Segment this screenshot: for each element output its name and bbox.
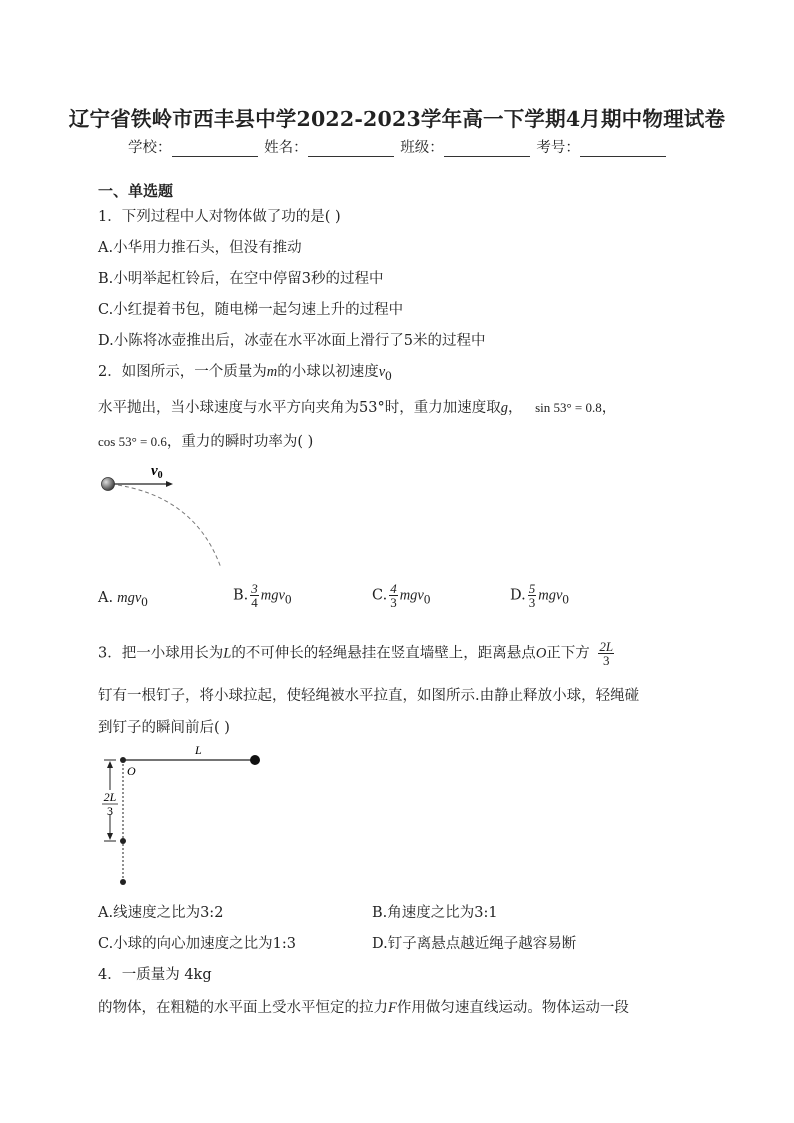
q1-stem: 1．下列过程中人对物体做了功的是( ) bbox=[98, 209, 341, 225]
q2-option-b: B. $\frac{3}{4}$ mgv$_0$ bbox=[233, 581, 292, 610]
class-blank bbox=[444, 142, 530, 157]
nail-point bbox=[120, 838, 126, 844]
q3-stem: 3．把一小球用长为L的不可伸长的轻绳悬挂在竖直墙壁上，距离悬点O正下方 $\frac{2L}{3}$ bbox=[98, 639, 614, 668]
q4-line2: 的物体，在粗糙的水平面上受水平恒定的拉力F作用做匀速直线运动。物体运动一段 bbox=[98, 1000, 629, 1016]
velocity-arrow-head bbox=[166, 481, 173, 487]
ball-icon bbox=[102, 478, 115, 491]
exam-no-blank bbox=[580, 142, 666, 157]
section-heading: 一、单选题 bbox=[98, 182, 174, 200]
page-title: 辽宁省铁岭市西丰县中学2022-2023学年高一下学期4月期中物理试卷 bbox=[68, 107, 726, 131]
q3-option-b: B.角速度之比为3:1 bbox=[372, 905, 498, 921]
q2-option-c: C. $\frac{4}{3}$ mgv$_0$ bbox=[372, 581, 431, 610]
name-blank bbox=[308, 142, 394, 157]
q1-option-a: A.小华用力推石头，但没有推动 bbox=[98, 240, 302, 256]
fig-dim-numerator: 2L bbox=[103, 790, 117, 804]
v0-label: $v_0$ bbox=[151, 463, 163, 481]
q1-option-b: B.小明举起杠铃后，在空中停留3秒的过程中 bbox=[98, 271, 384, 287]
ball-icon bbox=[250, 755, 260, 765]
bottom-point bbox=[120, 879, 126, 885]
q4-line1: 4．一质量为 4kg bbox=[98, 967, 212, 983]
school-label: 学校： bbox=[128, 140, 172, 156]
student-info bbox=[128, 136, 668, 157]
dim-arrow-down bbox=[107, 833, 113, 840]
q3-option-c: C.小球的向心加速度之比为1:3 bbox=[98, 936, 297, 952]
q3-line2: 钉有一根钉子，将小球拉起，使轻绳被水平拉直，如图所示.由静止释放小球，轻绳碰 bbox=[98, 688, 640, 704]
fig-O-label: O bbox=[127, 764, 136, 778]
q3-pendulum-figure bbox=[98, 740, 268, 890]
q2-line3: cos 53° = 0.6，重力的瞬时功率为( ) bbox=[98, 434, 314, 450]
trajectory-path bbox=[111, 484, 221, 568]
q2-projectile-figure bbox=[95, 455, 235, 575]
q3-option-d: D.钉子离悬点越近绳子越容易断 bbox=[372, 936, 577, 952]
dim-arrow-up bbox=[107, 761, 113, 768]
fig-L-label: L bbox=[195, 743, 202, 757]
q1-option-d: D.小陈将冰壶推出后，冰壶在水平冰面上滑行了5米的过程中 bbox=[98, 333, 486, 349]
q3-line3: 到钉子的瞬间前后( ) bbox=[98, 720, 230, 736]
name-label: 姓名： bbox=[264, 140, 308, 156]
fig-dim-denominator: 3 bbox=[107, 804, 113, 818]
q1-option-c: C.小红提着书包，随电梯一起匀速上升的过程中 bbox=[98, 302, 404, 318]
exam-no-label: 考号： bbox=[536, 140, 580, 156]
q2-option-a: A. mgv$_0$ bbox=[98, 590, 148, 609]
q2-line2: 水平抛出，当小球速度与水平方向夹角为53°时，重力加速度取g， sin 53° = 0.8， bbox=[98, 400, 617, 416]
q2-stem: 2．如图所示，一个质量为m的小球以初速度$v_0$ bbox=[98, 364, 392, 383]
school-blank bbox=[172, 142, 258, 157]
q3-option-a: A.线速度之比为3:2 bbox=[98, 905, 224, 921]
class-label: 班级： bbox=[400, 140, 444, 156]
q2-option-d: D. $\frac{5}{3}$ mgv$_0$ bbox=[510, 581, 569, 610]
